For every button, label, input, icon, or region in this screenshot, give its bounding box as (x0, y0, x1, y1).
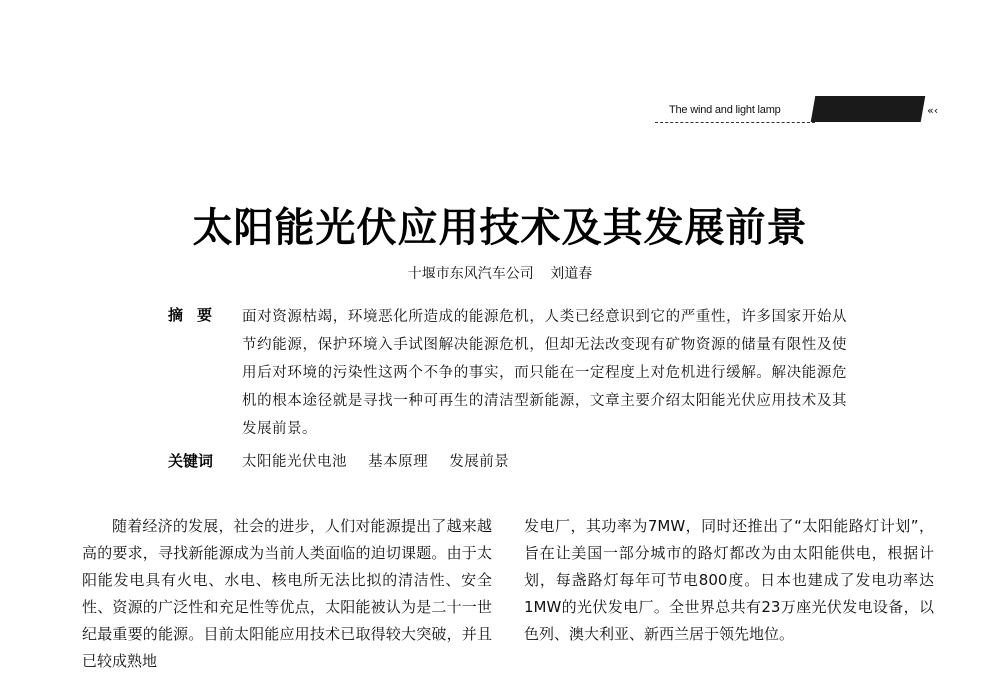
keywords-list (242, 450, 525, 471)
body-column-right (524, 513, 934, 648)
abstract-text: 面对资源枯竭，环境恶化所造成的能源危机，人类已经意识到它的严重性，许多国家开始从节约能源，保护环境入手试图解决能源危机，但却无法改变现有矿物资源的储量有限性及使用后对环境的污染性这两个不争的事实，而只能在一定程度上对危机进行缓解。解决能源危机的根本途径就是寻找一种可再生的清洁型新能源，文章主要介绍太阳能光伏应用技术及其发展前景。 (242, 309, 847, 437)
running-header (655, 96, 945, 126)
header-rule (655, 122, 815, 123)
keywords-label: 关键词 (168, 452, 214, 470)
body-paragraph: 随着经济的发展，社会的进步，人们对能源提出了越来越高的要求，寻找新能源成为当前人类面临的迫切课题。由于太阳能发电具有火电、水电、核电所无法比拟的清洁性、安全性、资源的广泛性和充足性等优点，太阳能被认为是二十一世纪最重要的能源。目前太阳能应用技术已取得较大突破，并且已较成熟地 (82, 517, 492, 670)
abstract-label: 摘要 (168, 306, 227, 324)
article-title: 太阳能光伏应用技术及其发展前景 (192, 205, 808, 251)
author-name: 刘道春 (550, 266, 593, 282)
column-logo (811, 96, 926, 122)
body-paragraph: 发电厂，其功率为7MW，同时还推出了“太阳能路灯计划”，旨在让美国一部分城市的路灯都改为由太阳能供电，根据计划，每盏路灯每年可节电800度。日本也建成了发电功率达1MW的光伏发电厂。全世界总共有23万座光伏发电设备，以色列、澳大利亚、新西兰居于领先地位。 (524, 517, 935, 643)
chevrons-left-icon: «‹ (927, 104, 939, 117)
keyword: 基本原理 (368, 454, 429, 470)
body-column-left (82, 513, 492, 675)
affiliation: 十堰市东风汽车公司 (407, 266, 534, 282)
keyword: 发展前景 (449, 454, 510, 470)
keyword: 太阳能光伏电池 (242, 454, 347, 470)
running-header-text: The wind and light lamp (669, 104, 781, 116)
byline (0, 263, 1000, 283)
